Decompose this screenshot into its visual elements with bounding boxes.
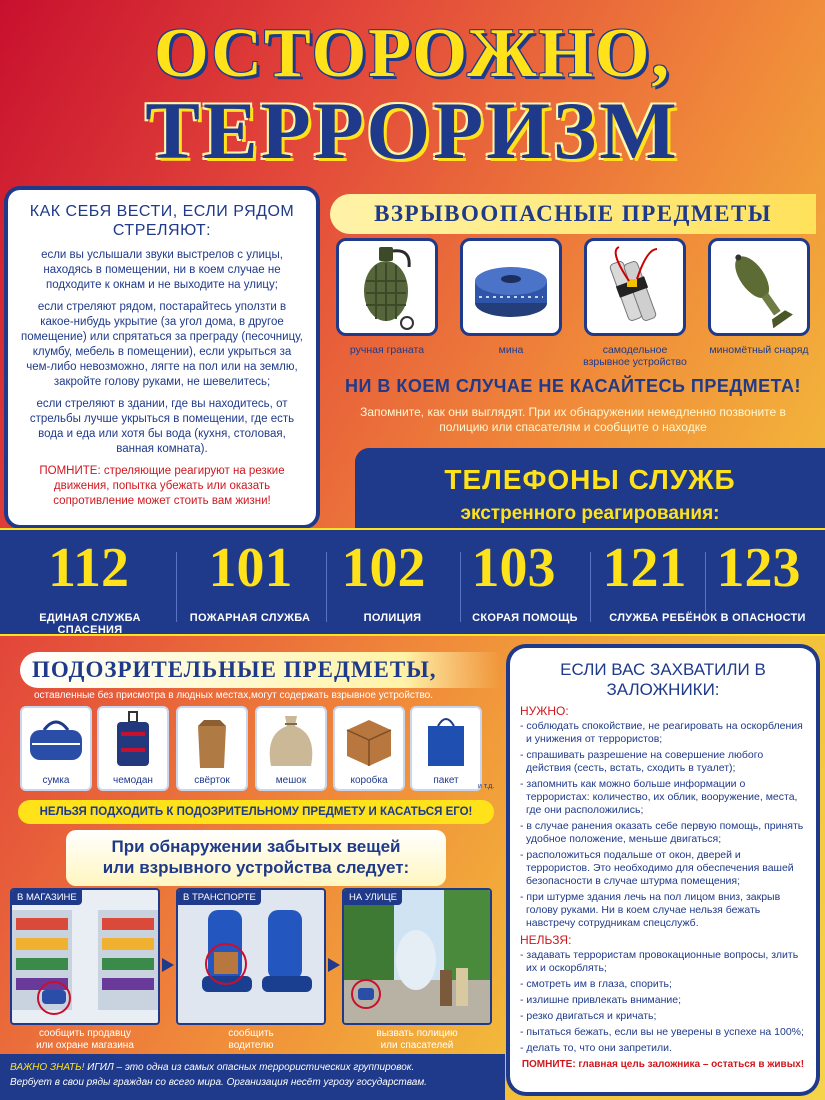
found-title <box>66 836 446 878</box>
suitcase-icon <box>99 708 167 772</box>
list-item: - смотреть им в глаза, спорить; <box>520 978 672 990</box>
hostage-mustnot-list <box>520 949 806 1055</box>
shooting-behaviour-heading: КАК СЕБЯ ВЕСТИ, ЕСЛИ РЯДОМ СТРЕЛЯЮТ: <box>29 203 295 239</box>
suspicious-title: ПОДОЗРИТЕЛЬНЫЕ ПРЕДМЕТЫ, <box>20 652 500 688</box>
bottom-line1 <box>10 1060 500 1075</box>
sack-caption: мешок <box>275 775 307 786</box>
parcel-icon <box>178 708 246 772</box>
grenade-caption: ручная граната <box>349 344 425 356</box>
street-caption-line1: вызвать полицию <box>376 1028 458 1039</box>
phone-label: ЕДИНАЯ СЛУЖБА СПАСЕНИЯ <box>39 612 141 636</box>
phone-number: 103 <box>471 537 556 599</box>
phone-number: 101 <box>208 537 293 599</box>
ied-image <box>584 238 686 336</box>
shop-caption-line1: сообщить продавцу <box>38 1028 132 1039</box>
behaviour-note <box>20 464 304 509</box>
mine-icon <box>463 241 559 333</box>
transport-caption-line1: сообщить <box>228 1028 274 1039</box>
shop-caption-line2: или охране магазина <box>36 1040 134 1051</box>
ied-icon <box>587 241 683 333</box>
found-title-line1: При обнаружении забытых вещей <box>111 837 401 856</box>
bottom-text <box>10 1060 500 1090</box>
bag-caption: сумка <box>42 775 70 786</box>
grenade-icon <box>339 241 435 333</box>
shopping-bag-card <box>410 706 482 791</box>
bag-icon <box>22 708 90 772</box>
behaviour-paragraph: если вы услышали звуки выстрелов с улицы, находясь в помещении, ни в коем случае не подходите к окнам и не выходите на улицу; <box>41 249 283 291</box>
poster-title-line1: ОСТОРОЖНО, <box>154 15 671 92</box>
shop-shelves-icon <box>12 890 158 1023</box>
street-scene-label: НА УЛИЦЕ <box>344 890 402 905</box>
transport-caption <box>176 1028 326 1052</box>
hostage-mustnot-label: НЕЛЬЗЯ: <box>520 933 572 947</box>
mortar-shell-icon <box>711 241 807 333</box>
list-item: - при штурме здания лечь на пол лицом вниз, закрыв голову руками. Ни в коем случае нельзя бежать навстречу сотрудникам спецслужб. <box>520 891 781 929</box>
phones-title: ТЕЛЕФОНЫ СЛУЖБ <box>444 464 736 495</box>
phone-separator <box>176 552 177 622</box>
phone-label: ПОЛИЦИЯ <box>363 612 422 624</box>
list-item: - пытаться бежать, если вы не уверены в успехе на 100%; <box>520 1026 804 1038</box>
phones-subtitle: экстренного реагирования: <box>460 503 720 524</box>
bottom-label: ВАЖНО ЗНАТЬ! <box>10 1062 85 1073</box>
explosives-title: ВЗРЫВООПАСНЫЕ ПРЕДМЕТЫ <box>330 194 816 234</box>
behaviour-paragraph: если стреляют в здании, где вы находитесь, от стрельбы лучше укрыться в помещении, где есть вода и еда или хотя бы вода (кухня, столовая, ванная комната). <box>29 398 295 455</box>
street-scene <box>342 888 492 1025</box>
etc-label: и т.д. <box>478 783 495 790</box>
parcel-card <box>176 706 248 791</box>
transport-scene <box>176 888 326 1025</box>
suitcase-caption: чемодан <box>113 775 153 786</box>
shop-scene-label: В МАГАЗИНЕ <box>12 890 82 905</box>
bottom-text2: Вербует в свои ряды граждан со всего мира. Организация несёт угрозу государствам. <box>10 1077 427 1088</box>
list-item: - излишне привлекать внимание; <box>520 994 681 1006</box>
behaviour-note-text: стреляющие реагируют на резкие движения, попытка убежать или оказать сопротивление может стоить вам жизни! <box>53 465 285 507</box>
shooting-behaviour-panel <box>8 190 316 525</box>
mine-image <box>460 238 562 336</box>
shop-scene <box>10 888 160 1025</box>
street-caption <box>342 1028 492 1052</box>
list-item: - задавать террористам провокационные вопросы, злить их и оскорблять; <box>520 949 799 974</box>
mine-caption: мина <box>498 344 524 356</box>
transport-scene-label: В ТРАНСПОРТЕ <box>178 890 261 905</box>
box-card <box>333 706 405 791</box>
mortar-shell-caption: миномётный снаряд <box>709 344 809 356</box>
phone-number: 102 <box>341 537 426 599</box>
hostage-footer: ПОМНИТЕ: главная цель заложника – остаться в живых! <box>521 1059 805 1070</box>
parcel-caption: свёрток <box>194 775 230 786</box>
list-item: - соблюдать спокойствие, не реагировать на оскорбления и унижения от террористов; <box>520 720 803 745</box>
poster-title-line2: ТЕРРОРИЗМ <box>145 85 680 176</box>
sack-card <box>255 706 327 791</box>
bus-seat-icon <box>178 890 324 1023</box>
found-title-line2: или взрывного устройства следует: <box>102 858 410 877</box>
shopping-bag-icon <box>412 708 480 772</box>
phone-number: 121 <box>602 537 687 599</box>
explosives-warning: НИ В КОЕМ СЛУЧАЕ НЕ КАСАЙТЕСЬ ПРЕДМЕТА! <box>344 376 802 396</box>
transport-caption-line2: водителю <box>228 1040 274 1051</box>
hostage-must-list <box>520 720 806 930</box>
shop-caption <box>10 1028 160 1052</box>
phone-label: СКОРАЯ ПОМОЩЬ <box>472 612 578 624</box>
bottom-text1: ИГИЛ – это одна из самых опасных террористических группировок. <box>87 1062 415 1073</box>
phone-number: 112 <box>48 537 129 599</box>
list-item: - спрашивать разрешение на совершение любого действия (сесть, встать, сходить в туалет); <box>520 749 764 774</box>
box-caption: коробка <box>350 775 388 786</box>
list-item: - в случае ранения оказать себе первую помощь, принять удобное положение, меньше двигаться; <box>520 820 804 845</box>
grenade-image <box>336 238 438 336</box>
phone-label: СЛУЖБА РЕБЁНОК В ОПАСНОСТИ <box>609 612 806 624</box>
list-item: - делать то, что они запретили. <box>520 1042 672 1054</box>
sack-icon <box>257 708 325 772</box>
arrow-icon <box>162 958 174 972</box>
hostage-must-label: НУЖНО: <box>520 704 569 718</box>
list-item: - расположиться подальше от окон, дверей и террористов. Это необходимо для обеспечения вашей безопасности в случае штурма помещения; <box>520 849 794 887</box>
explosives-note: Запомните, как они выглядят. При их обнаружении немедленно позвоните в полицию или спасателям и сообщите о находке <box>360 405 786 434</box>
bag-card <box>20 706 92 791</box>
shopping-bag-caption: пакет <box>433 775 459 786</box>
phone-number: 123 <box>716 537 801 599</box>
park-icon <box>344 890 490 1023</box>
suspicious-warning: НЕЛЬЗЯ ПОДХОДИТЬ К ПОДОЗРИТЕЛЬНОМУ ПРЕДМЕТУ И КАСАТЬСЯ ЕГО! <box>18 800 494 824</box>
behaviour-paragraph: если стреляют рядом, постарайтесь уползти в какое-нибудь укрытие (за угол дома, в другое помещение) или спрятаться за преграду (песочницу, клумбу, мебель в помещении), если укрыться за чем-либо невозможно, лягте на пол или на землю, закройте голову руками, не шевелитесь; <box>21 301 303 388</box>
phone-label: ПОЖАРНАЯ СЛУЖБА <box>189 612 311 624</box>
arrow-icon <box>328 958 340 972</box>
suitcase-card <box>97 706 169 791</box>
hostage-panel <box>510 648 816 1092</box>
list-item: - запомнить как можно больше информации о террористах: количество, их облик, вооружение, места, где они расположились; <box>520 778 798 816</box>
box-icon <box>335 708 403 772</box>
hostage-heading: ЕСЛИ ВАС ЗАХВАТИЛИ В ЗАЛОЖНИКИ: <box>560 660 766 699</box>
suspicious-subtitle: оставленные без присмотра в людных местах,могут содержать взрывное устройство. <box>34 690 434 701</box>
street-caption-line2: или спасателей <box>380 1040 454 1051</box>
behaviour-note-label: ПОМНИТЕ: <box>39 465 101 477</box>
list-item: - резко двигаться и кричать; <box>520 1010 657 1022</box>
mortar-shell-image <box>708 238 810 336</box>
ied-caption: самодельное взрывное устройство <box>583 344 687 368</box>
